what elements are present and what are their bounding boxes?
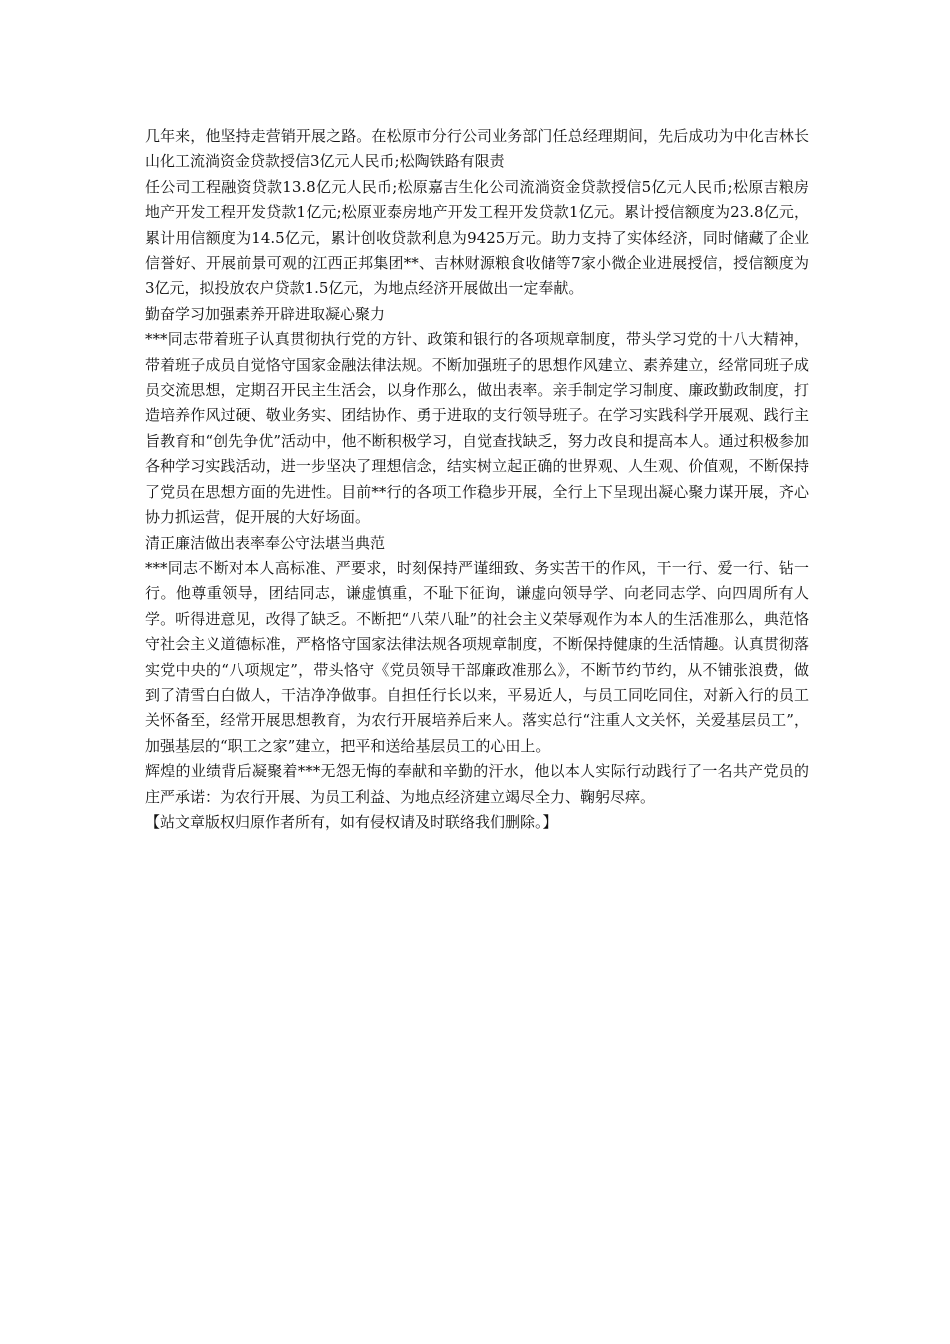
document-body bbox=[145, 124, 809, 835]
paragraph-integrity-conduct: ***同志不断对本人高标准、严要求，时刻保持严谨细致、务实苦干的作风，干一行、爱一行、钻一行。他尊重领导，团结同志，谦虚慎重，不耻下征询，谦虚向领导学、向老同志学、向四周所有人学。听得进意见，改得了缺乏。不断把“八荣八耻”的社会主义荣辱观作为本人的生活准那么，典范恪守社会主义道德标准，严格恪守国家法律法规各项规章制度，不断保持健康的生活情趣。认真贯彻落实党中央的“八项规定”，带头恪守《党员领导干部廉政准那么》，不断节约节约，从不铺张浪费，做到了清雪白白做人，干洁净净做事。自担任行长以来，平易近人，与员工同吃同住，对新入行的员工关怀备至，经常开展思想教育，为农行开展培养后来人。落实总行“注重人文关怀，关爱基层员工”，加强基层的“职工之家”建立，把平和送给基层员工的心田上。 bbox=[145, 558, 809, 755]
paragraph-marketing-intro: 几年来，他坚持走营销开展之路。在松原市分行公司业务部门任总经理期间，先后成功为中化吉林长山化工流淌资金贷款授信3亿元人民币;松陶铁路有限责 bbox=[145, 127, 809, 171]
paragraph-team-leadership: ***同志带着班子认真贯彻执行党的方针、政策和银行的各项规章制度，带头学习党的十八大精神，带着班子成员自觉恪守国家金融法律法规。不断加强班子的思想作风建立、素养建立，经常同班子成员交流思想，定期召开民主生活会，以身作那么，做出表率。亲手制定学习制度、廉政勤政制度，打造培养作风过硬、敬业务实、团结协作、勇于进取的支行领导班子。在学习实践科学开展观、践行主旨教育和“创先争优”活动中，他不断积极学习，自觉查找缺乏，努力改良和提高本人。通过积极参加各种学习实践活动，进一步坚决了理想信念，结实树立起正确的世界观、人生观、价值观，不断保持了党员在思想方面的先进性。目前**行的各项工作稳步开展，全行上下呈现出凝心聚力谋开展，齐心协力抓运营，促开展的大好场面。 bbox=[145, 330, 809, 527]
section-heading-integrity: 清正廉洁做出表率奉公守法堪当典范 bbox=[145, 533, 386, 552]
paragraph-conclusion: 辉煌的业绩背后凝聚着***无怨无悔的奉献和辛勤的汗水，他以本人实际行动践行了一名共产党员的庄严承诺：为农行开展、为员工利益、为地点经济建立竭尽全力、鞠躬尽瘁。 bbox=[145, 762, 809, 806]
section-heading-study: 勤奋学习加强素养开辟进取凝心聚力 bbox=[145, 304, 386, 323]
paragraph-credit-achievements: 任公司工程融资贷款13.8亿元人民币;松原嘉吉生化公司流淌资金贷款授信5亿元人民币;松原吉粮房地产开发工程开发贷款1亿元;松原亚泰房地产开发工程开发贷款1亿元。累计授信额度为23.8亿元，累计用信额度为14.5亿元，累计创收贷款利息为9425万元。助力支持了实体经济，同时储藏了企业信誉好、开展前景可观的江西正邦集团**、吉林财源粮食收储等7家小微企业进展授信，授信额度为3亿元，拟投放农户贷款1.5亿元，为地点经济开展做出一定奉献。 bbox=[145, 177, 809, 298]
copyright-notice: 【站文章版权归原作者所有，如有侵权请及时联络我们删除。】 bbox=[145, 812, 558, 831]
